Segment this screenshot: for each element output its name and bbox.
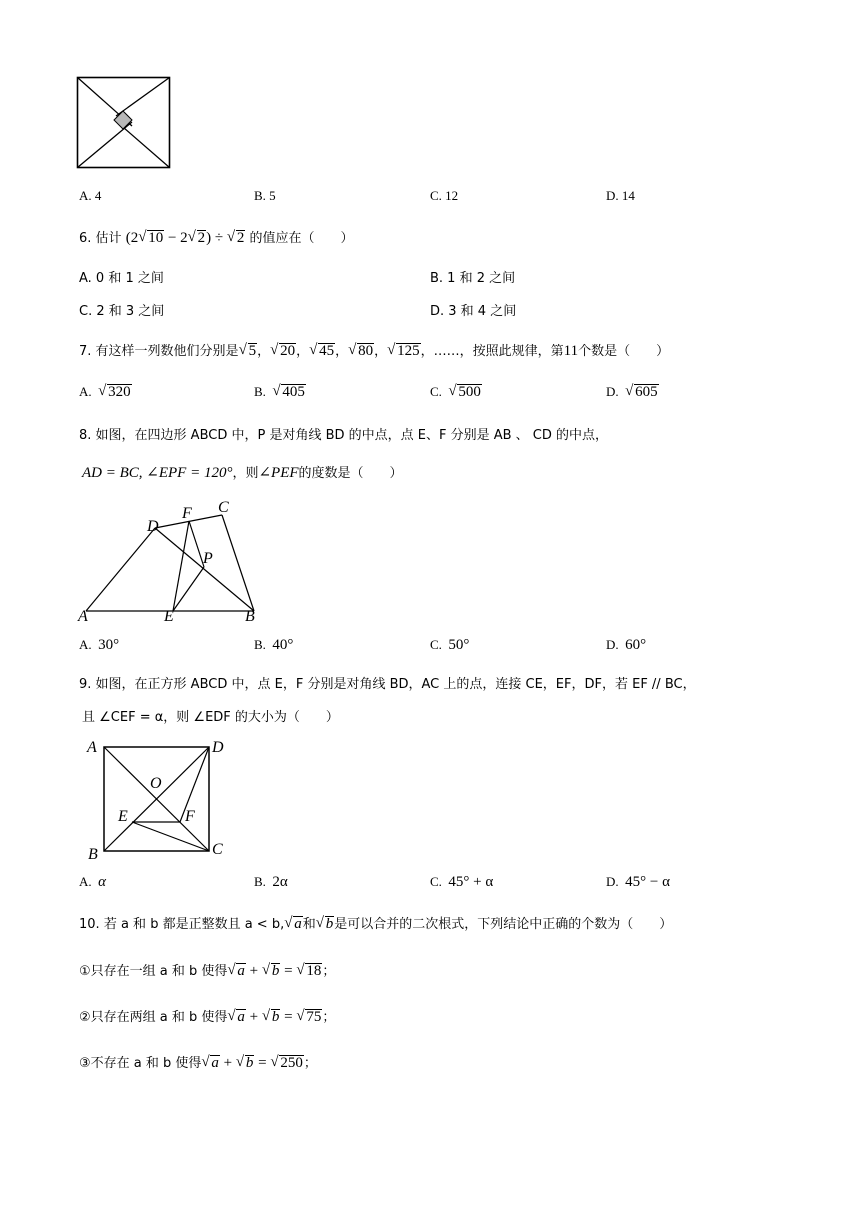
q5-option-c: C. 12	[430, 188, 459, 203]
q6-option-b: B. 1 和 2 之间	[430, 271, 516, 286]
q6-stem-suffix: 的值应在（ ）	[249, 231, 354, 246]
q9-label-e: E	[118, 808, 128, 825]
q7-stem-prefix: 有这样一列数他们分别是	[95, 344, 239, 359]
q7-term: √ 80	[348, 343, 374, 360]
q8-option-b: B. 40°	[254, 637, 294, 653]
q7-option-d: D. √ 605	[606, 384, 659, 401]
q8-option-d: D. 60°	[606, 637, 647, 653]
q7-term: √ 45	[309, 343, 335, 360]
q6-option-a: A. 0 和 1 之间	[79, 271, 164, 286]
q9-label-b: B	[88, 846, 98, 863]
q8-label-b: B	[245, 608, 255, 625]
q8-label-d: D	[147, 518, 159, 535]
q10-item-2: ②只存在两组 a 和 b 使得√ a + √ b = √ 75；	[79, 1006, 335, 1026]
q7-option-b: B. √ 405	[254, 384, 306, 401]
q6-expression: (2√ 10 − 2√ 2) ÷ √ 2	[126, 230, 246, 246]
q10-number: 10.	[79, 917, 100, 932]
q8-line1	[79, 424, 608, 443]
q10-stem-text: 若 a 和 b 都是正整数且 a < b,	[103, 917, 285, 932]
q9-line1-text: 如图，在正方形 ABCD 中，点 E，F 分别是对角线 BD，AC 上的点，连接 CE，EF，DF，若 EF // BC，	[95, 677, 696, 692]
q6-option-c: C. 2 和 3 之间	[79, 304, 165, 319]
q8-line2: AD = BC, ∠EPF = 120°，则∠PEF的度数是（ ）	[82, 465, 403, 481]
q9-line2: 且 ∠CEF = α，则 ∠EDF 的大小为（ ）	[82, 710, 339, 725]
q5-option-d: D. 14	[606, 188, 635, 203]
q8-label-a: A	[78, 608, 88, 625]
q6-stem	[79, 227, 354, 247]
q9-option-d: D. 45° − α	[606, 874, 670, 890]
q9-figure	[84, 735, 234, 863]
q8-line1-text: 如图，在四边形 ABCD 中，P 是对角线 BD 的中点，点 E、F 分别是 AB 、 CD 的中点，	[95, 428, 609, 443]
q6-stem-prefix: 估计	[95, 231, 122, 246]
q7-option-a: A. √ 320	[79, 384, 132, 401]
q9-line1	[79, 673, 696, 692]
q9-number: 9.	[79, 677, 92, 692]
q10-stem: 10. 若 a 和 b 都是正整数且 a < b,√ a和√ b是可以合并的二次根式，下列结论中正确的个数为（ ）	[79, 913, 672, 933]
q7-ellipsis: ……，按照此规律，第	[433, 344, 564, 359]
q9-option-a: A. α	[79, 874, 107, 890]
q6-number: 6.	[79, 231, 92, 246]
q7-term: √ 125	[387, 343, 421, 360]
q6-option-d: D. 3 和 4 之间	[430, 304, 517, 319]
q8-label-f: F	[182, 505, 192, 522]
q5-option-a: A. 4	[79, 188, 102, 203]
q7-stem: 7. 有这样一列数他们分别是√ 5，√ 20，√ 45，√ 80，√ 125，……，按照此规律，第11个数是（ ）	[79, 340, 669, 360]
q8-option-c: C. 50°	[430, 637, 470, 653]
q8-line2-angle: ∠PEF	[258, 465, 299, 481]
q7-term: √ 20	[270, 343, 296, 360]
q9-label-a: A	[87, 739, 97, 756]
q8-figure	[76, 494, 276, 628]
q7-term: √ 5	[239, 343, 258, 360]
q10-item-3: ③不存在 a 和 b 使得√ a + √ b = √ 250；	[79, 1052, 317, 1072]
q8-label-p: P	[203, 550, 213, 567]
q8-label-c: C	[218, 499, 229, 516]
q7-number: 7.	[79, 344, 92, 359]
q9-label-c: C	[212, 841, 223, 858]
q7-option-c: C. √ 500	[430, 384, 482, 401]
q9-option-b: B. 2α	[254, 874, 288, 890]
q8-number: 8.	[79, 428, 92, 443]
q7-stem-suffix: 个数是（ ）	[578, 344, 670, 359]
q9-option-c: C. 45° + α	[430, 874, 494, 890]
q8-label-e: E	[164, 608, 174, 625]
q10-stem-suffix: 是可以合并的二次根式，下列结论中正确的个数为（ ）	[334, 917, 673, 932]
q9-label-f: F	[185, 808, 195, 825]
q5-figure	[76, 76, 172, 170]
q10-item-1: ①只存在一组 a 和 b 使得√ a + √ b = √ 18；	[79, 960, 335, 980]
q8-line2-math: AD = BC, ∠EPF = 120°	[82, 465, 233, 481]
q9-label-o: O	[150, 775, 162, 792]
q7-n: 11	[563, 343, 579, 359]
q9-label-d: D	[212, 739, 224, 756]
q5-option-b: B. 5	[254, 188, 276, 203]
q8-option-a: A. 30°	[79, 637, 120, 653]
